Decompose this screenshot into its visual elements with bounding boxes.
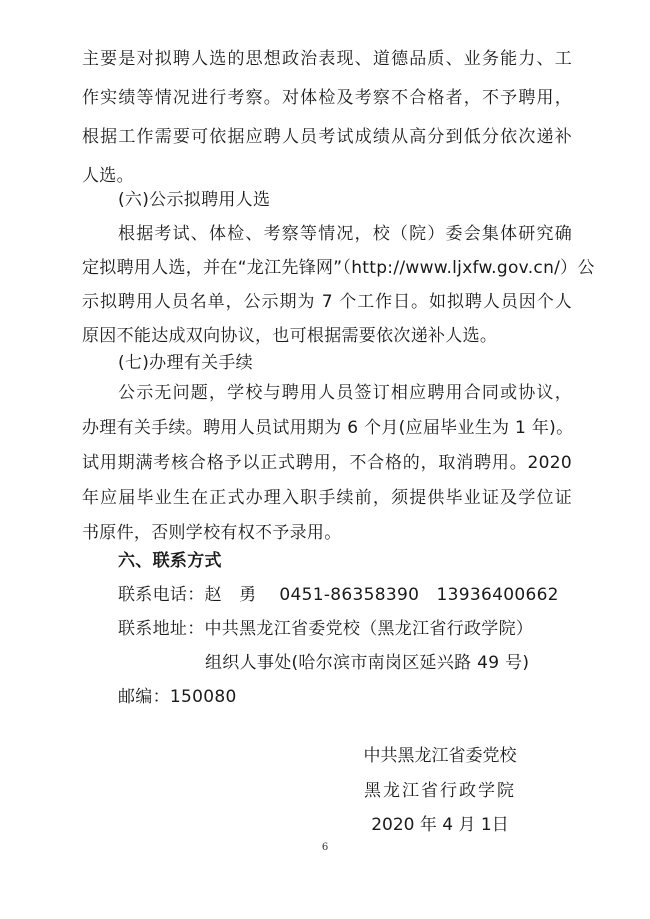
contact-address-line-2: 组织人事处(哈尔滨市南岗区延兴路 49 号) [205,653,530,673]
para1-line-2: 作实绩等情况进行考察。对体检及考察不合格者，不予聘用， [82,88,572,108]
contact-phone: 联系电话：赵 勇 0451-86358390 13936400662 [118,585,559,605]
para3-line-1: 公示无问题，学校与聘用人员签订相应聘用合同或协议， [118,383,572,403]
para3-line-4: 年应届毕业生在正式办理入职手续前，须提供毕业证及学位证 [82,488,572,508]
para1-line-1: 主要是对拟聘人选的思想政治表现、道德品质、业务能力、工 [82,49,572,69]
para3-line-2: 办理有关手续。聘用人员试用期为 6 个月(应届毕业生为 1 年)。 [82,418,574,438]
para3-line-5: 书原件，否则学校有权不予录用。 [82,523,342,543]
section-six-title: 六、联系方式 [118,551,222,571]
page-number: 6 [321,842,329,853]
para2-line-4: 原因不能达成双向协议，也可根据需要依次递补人选。 [82,326,498,346]
para2-line-3: 示拟聘用人员名单，公示期为 7 个工作日。如拟聘人员因个人 [82,292,572,312]
contact-address-line-1: 联系地址：中共黑龙江省委党校（黑龙江省行政学院） [118,619,534,639]
subheading-seven: (七)办理有关手续 [118,353,253,373]
postcode: 邮编：150080 [118,687,237,707]
para3-line-3: 试用期满考核合格予以正式聘用，不合格的，取消聘用。2020 [82,453,572,473]
para2-line-1: 根据考试、体检、考察等情况，校（院）委会集体研究确 [118,224,572,244]
signature-org-party-school: 中共黑龙江省委党校 [363,746,517,766]
signature-date: 2020 年 4 月 1日 [371,815,509,835]
para1-line-3: 根据工作需要可依据应聘人员考试成绩从高分到低分依次递补 [82,127,572,147]
para2-line-2: 定拟聘用人选，并在“龙江先锋网”（http://www.ljxfw.gov.cn/）公 [82,258,595,278]
signature-org-admin-academy: 黑龙江省行政学院 [364,781,516,801]
para1-line-4: 人选。 [82,166,134,186]
subheading-six: (六)公示拟聘用人选 [118,190,271,210]
